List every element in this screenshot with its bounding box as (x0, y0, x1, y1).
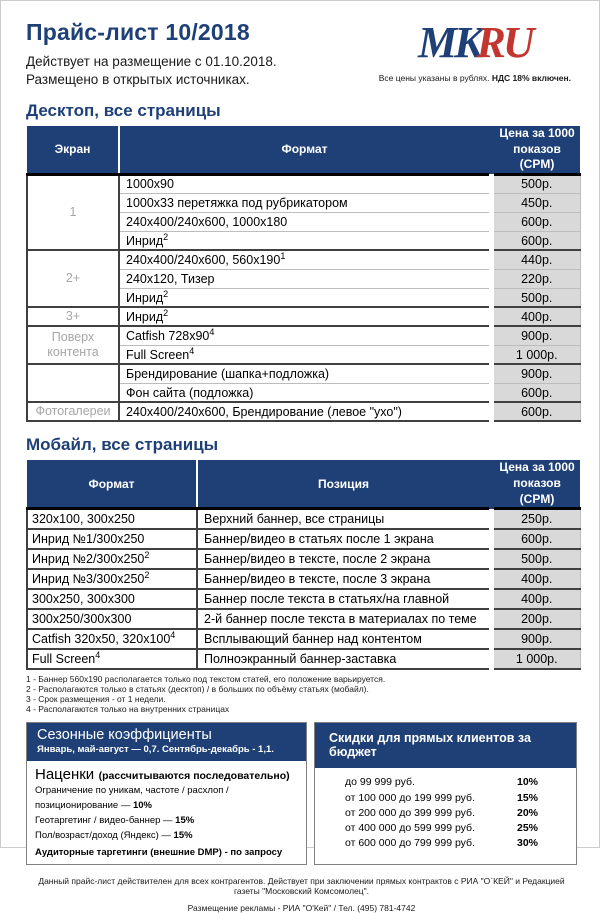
logo-block (378, 18, 577, 83)
discount-range: от 200 000 до 399 999 руб. (345, 806, 475, 819)
vat-note (379, 73, 571, 83)
price-cell: 220р. (494, 269, 580, 288)
discounts-title: Скидки для прямых клиентов за бюджет (315, 723, 576, 768)
format-cell: 240x120, Тизер (119, 269, 489, 288)
format-cell: 300x250/300x300 (27, 609, 197, 629)
format-cell: Catfish $728x90^4$ (119, 326, 489, 345)
position-cell: Баннер/видео в тексте, после 2 экрана (197, 549, 489, 569)
mobile-col-price: Цена за 1000 показов (CPM) (494, 460, 580, 508)
format-cell: Инрид №1/300x250 (27, 529, 197, 549)
discount-value: 20% (517, 806, 539, 819)
discount-range: до 99 999 руб. (345, 776, 415, 789)
mobile-table-row (27, 569, 580, 589)
vat-note-bold: НДС 18% включен. (491, 73, 571, 83)
desktop-col-price: Цена за 1000 показов (CPM) (494, 126, 580, 174)
footnote-ref: 2 (144, 549, 150, 560)
position-cell: Баннер/видео в статьях после 1 экрана (197, 529, 489, 549)
format-cell: Full Screen$^4$ (119, 345, 489, 364)
vat-note-text: Все цены указаны в рублях. (378, 73, 490, 83)
audience-targeting-line: Аудиторные таргетинги (внешние DMP) - по запросу (35, 847, 283, 859)
price-cell: 500р. (494, 549, 580, 569)
format-cell: 1000x90 (119, 174, 489, 193)
subtitle-line1: Действует на размещение с 01.10.2018. (26, 54, 277, 69)
price-cell: 400р. (494, 307, 580, 326)
price-cell: 900р. (494, 629, 580, 649)
format-cell: Инрид$^2$ (119, 231, 489, 250)
format-cell: Catfish 320x50, $320x100^4$ (27, 629, 197, 649)
seasonal-subtitle: Январь, май-август — 0,7. Сентябрь-декабрь - 1,1. (37, 744, 274, 756)
mobile-table-row (27, 649, 580, 669)
footnote-ref: 4 (209, 326, 215, 337)
footnote-ref: 2 (163, 231, 169, 242)
discount-value: 30% (517, 837, 539, 850)
surcharges-heading (35, 766, 298, 784)
seasonal-title: Сезонные коэффициенты (37, 727, 212, 744)
surcharges-list (35, 784, 298, 843)
footnote-line: 4 - Располагаются только на внутренних страницах (26, 704, 230, 715)
footnote-ref: 1 (280, 250, 286, 261)
price-cell: 400р. (494, 589, 580, 609)
screen-group-label: 2+ (27, 250, 119, 307)
footnote-line: 1 - Баннер 560x190 располагается только под текстом статей, его положение варьируется. (26, 673, 386, 684)
footnotes (26, 674, 577, 715)
price-cell: 500р. (494, 288, 580, 307)
desktop-table-row (27, 174, 580, 193)
mobile-table (26, 460, 581, 669)
discount-range: от 400 000 до 599 999 руб. (345, 822, 475, 835)
price-cell: 250р. (494, 509, 580, 529)
format-cell: Инрид $№3/300x250^2$ (27, 569, 197, 589)
screen-group-label: 1 (27, 174, 119, 250)
position-cell: Баннер/видео в тексте, после 3 экрана (197, 569, 489, 589)
position-cell: Всплывающий баннер над контентом (197, 629, 489, 649)
format-cell: Фон сайта (подложка) (119, 383, 489, 402)
logo-ru: RU (476, 18, 532, 67)
desktop-table (26, 126, 581, 422)
discount-value: 10% (517, 776, 539, 789)
footnote-ref: 4 (95, 649, 101, 660)
mobile-table-row (27, 529, 580, 549)
mobile-table-row (27, 609, 580, 629)
footnote-ref: 2 (163, 307, 169, 318)
page-title: Прайс-лист 10/2018 (26, 19, 250, 45)
format-cell: 320x100, 300x250 (27, 509, 197, 529)
discount-row (345, 806, 566, 821)
position-cell: Верхний баннер, все страницы (197, 509, 489, 529)
bottom-boxes (26, 722, 577, 865)
seasonal-box-header (27, 723, 306, 761)
desktop-section-title: Десктоп, все страницы (26, 101, 221, 121)
price-cell: 200р. (494, 609, 580, 629)
page-header (26, 19, 577, 88)
format-cell: Full Screen$^4$ (27, 649, 197, 669)
format-cell: Инрид$^2$ (119, 307, 489, 326)
mobile-table-row (27, 549, 580, 569)
footnote-line: 3 - Срок размещения - от 1 недели. (26, 694, 166, 705)
footnote-ref: 2 (163, 288, 169, 299)
title-block (26, 19, 277, 88)
price-cell: 500р. (494, 174, 580, 193)
format-cell: Брендирование (шапка+подложка) (119, 364, 489, 383)
surcharge-line: Пол/возраст/доход (Яндекс) — 15% (35, 829, 193, 841)
mobile-col-format: Формат (27, 460, 197, 508)
logo-mk: MK (418, 18, 481, 67)
surcharge-line: Геотаргетинг / видео-баннер — 15% (35, 814, 195, 826)
mobile-table-row (27, 629, 580, 649)
discounts-box (314, 722, 577, 865)
price-cell: 450р. (494, 193, 580, 212)
position-cell: Баннер после текста в статьях/на главной (197, 589, 489, 609)
desktop-col-screen: Экран (27, 126, 119, 174)
footnote-ref: 4 (189, 345, 195, 356)
desktop-table-row (27, 326, 580, 345)
desktop-table-row (27, 402, 580, 421)
surcharges-title: Наценки (35, 766, 95, 784)
screen-group-label (27, 364, 119, 402)
price-cell: 1 000р. (494, 345, 580, 364)
footnote-ref: 4 (170, 629, 176, 640)
mobile-section-title: Мобайл, все страницы (26, 435, 219, 455)
price-cell: 400р. (494, 569, 580, 589)
page-footer (26, 876, 577, 913)
footnote-line: 2 - Располагаются только в статьях (десктоп) / в больших по объёму статьях (мобайл). (26, 683, 369, 694)
discount-value: 25% (517, 822, 539, 835)
surcharge-value: 10% (132, 800, 152, 812)
surcharge-value: 15% (175, 814, 195, 826)
screen-group-label: Поверх контента (27, 326, 119, 364)
discount-range: от 100 000 до 199 999 руб. (345, 791, 475, 804)
mobile-table-header-row (27, 460, 580, 508)
price-cell: 600р. (494, 212, 580, 231)
desktop-table-row (27, 364, 580, 383)
surcharge-value: 15% (173, 829, 193, 841)
screen-group-label: Фотогалереи (27, 402, 119, 421)
price-cell: 600р. (494, 402, 580, 421)
screen-group-label: 3+ (27, 307, 119, 326)
footnote-ref: 2 (144, 569, 150, 580)
seasonal-box-body (27, 761, 306, 864)
discounts-list (315, 768, 576, 858)
desktop-table-row (27, 250, 580, 269)
seasonal-box (26, 722, 307, 865)
discount-range: от 600 000 до 799 999 руб. (345, 837, 475, 850)
position-cell: Полноэкранный баннер-заставка (197, 649, 489, 669)
desktop-table-row (27, 307, 580, 326)
price-cell: 600р. (494, 383, 580, 402)
desktop-table-header-row (27, 126, 580, 174)
desktop-col-format: Формат (119, 126, 489, 174)
mobile-table-row (27, 589, 580, 609)
footer-line1: Данный прайс-лист действителен для всех контрагентов. Действует при заключении прямых контрактов с РИА "О`КЕЙ" и Редакцией газеты "Московский Комсомолец". (38, 876, 565, 897)
discount-value: 15% (517, 791, 539, 804)
mobile-col-position: Позиция (197, 460, 489, 508)
format-cell: 240x400/240x600, Брендирование (левое "ухо") (119, 402, 489, 421)
price-cell: 600р. (494, 529, 580, 549)
price-cell: 440р. (494, 250, 580, 269)
discount-row (345, 775, 566, 790)
footer-line2: Размещение рекламы - РИА "О'Кей" / Тел. (495) 781-4742 (187, 903, 416, 913)
format-cell: 240x400/240x600, $560x190^1$ (119, 250, 489, 269)
surcharges-note: (рассчитываются последовательно) (98, 770, 290, 783)
format-cell: 300x250, 300x300 (27, 589, 197, 609)
mkru-logo (379, 18, 571, 67)
discount-row (345, 821, 566, 836)
price-cell: 900р. (494, 326, 580, 345)
price-cell: 600р. (494, 231, 580, 250)
discount-row (345, 836, 566, 851)
surcharge-line: Ограничение по уникам, частоте / расхлоп / позиционирование — 10% (35, 785, 229, 812)
price-cell: 900р. (494, 364, 580, 383)
discount-row (345, 791, 566, 806)
format-cell: Инрид $№2/300x250^2$ (27, 549, 197, 569)
subtitle-line2: Размещено в открытых источниках. (26, 71, 250, 87)
format-cell: 1000x33 перетяжка под рубрикатором (119, 193, 489, 212)
format-cell: Инрид$^2$ (119, 288, 489, 307)
price-cell: 1 000р. (494, 649, 580, 669)
mobile-table-row (27, 509, 580, 529)
format-cell: 240x400/240x600, 1000x180 (119, 212, 489, 231)
position-cell: 2-й баннер после текста в материалах по теме (197, 609, 489, 629)
